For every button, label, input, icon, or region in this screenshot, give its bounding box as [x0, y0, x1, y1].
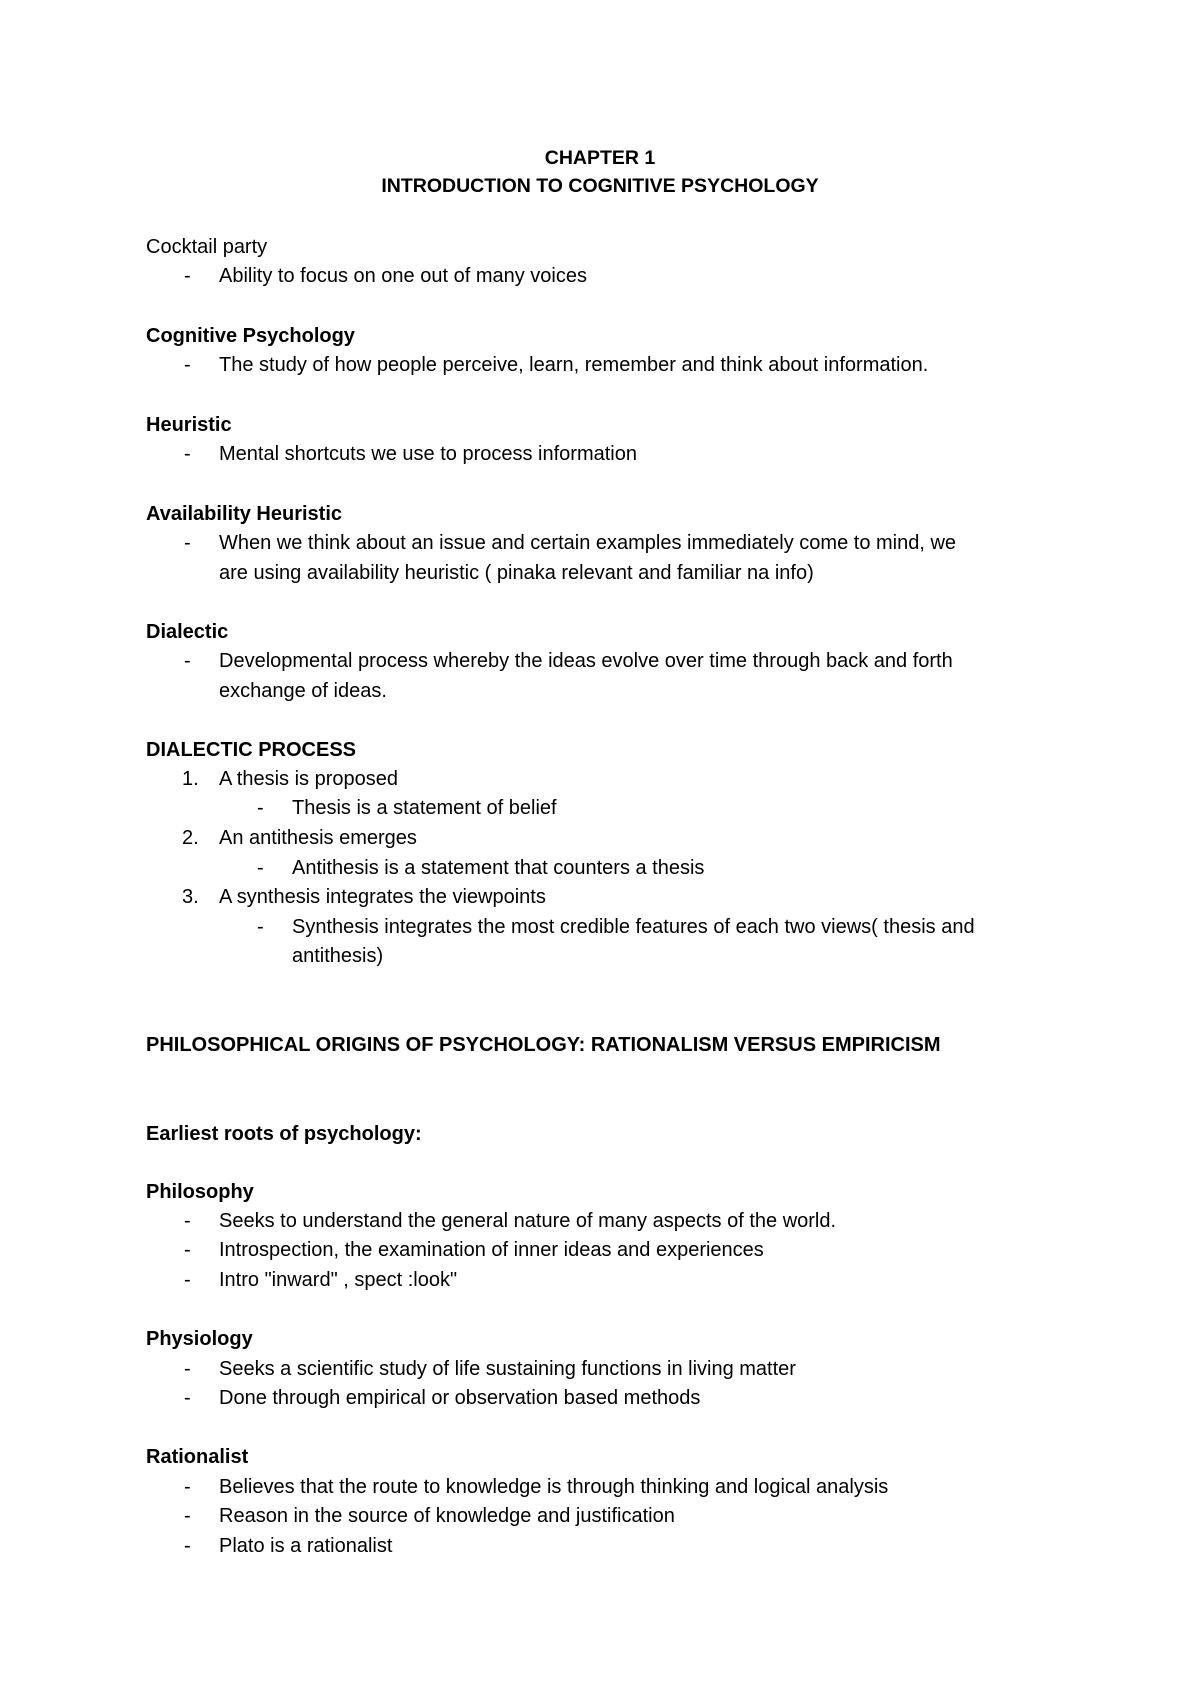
- dialectic-item-line-1: Developmental process whereby the ideas evolve over time through back and forth: [219, 650, 953, 672]
- step-number: 1.: [182, 768, 199, 790]
- cocktail-heading: Cocktail party: [146, 236, 268, 258]
- bullet-dash: -: [184, 265, 191, 287]
- step-number: 3.: [182, 886, 199, 908]
- bullet-dash: -: [184, 1505, 191, 1527]
- step-text: A thesis is proposed: [219, 768, 398, 790]
- philosophy-heading: Philosophy: [146, 1181, 254, 1203]
- dialectic-item-line-2: exchange of ideas.: [219, 680, 387, 702]
- cognitive-item: The study of how people perceive, learn, remember and think about information.: [219, 354, 929, 376]
- philosophy-item: Intro "inward" , spect :look": [219, 1269, 458, 1291]
- step-number: 2.: [182, 827, 199, 849]
- bullet-dash: -: [257, 857, 264, 879]
- bullet-dash: -: [184, 1535, 191, 1557]
- bullet-dash: -: [184, 443, 191, 465]
- philosophy-item: Introspection, the examination of inner ideas and experiences: [219, 1239, 764, 1261]
- bullet-dash: -: [184, 532, 191, 554]
- bullet-dash: -: [184, 1269, 191, 1291]
- step-sub: Antithesis is a statement that counters a thesis: [292, 857, 705, 879]
- heuristic-item: Mental shortcuts we use to process information: [219, 443, 637, 465]
- cocktail-item: Ability to focus on one out of many voices: [219, 265, 587, 287]
- bullet-dash: -: [184, 1239, 191, 1261]
- dialectic-process-heading: DIALECTIC PROCESS: [146, 739, 357, 761]
- earliest-roots-heading: Earliest roots of psychology:: [146, 1123, 422, 1145]
- bullet-dash: -: [184, 1358, 191, 1380]
- physiology-item: Done through empirical or observation based methods: [219, 1387, 701, 1409]
- cognitive-heading: Cognitive Psychology: [146, 325, 355, 347]
- chapter-title: INTRODUCTION TO COGNITIVE PSYCHOLOGY: [381, 175, 819, 197]
- availability-item-line-2: are using availability heuristic ( pinaka relevant and familiar na info): [219, 562, 814, 584]
- step-sub-line-2: antithesis): [292, 945, 384, 967]
- philosophy-item: Seeks to understand the general nature of many aspects of the world.: [219, 1210, 837, 1232]
- step-sub: Synthesis integrates the most credible features of each two views( thesis and: [292, 916, 975, 938]
- bullet-dash: -: [257, 916, 264, 938]
- bullet-dash: -: [184, 1476, 191, 1498]
- rationalist-item: Reason in the source of knowledge and justification: [219, 1505, 675, 1527]
- availability-heading: Availability Heuristic: [146, 503, 342, 525]
- chapter-number: CHAPTER 1: [544, 147, 656, 169]
- bullet-dash: -: [184, 1210, 191, 1232]
- physiology-item: Seeks a scientific study of life sustaining functions in living matter: [219, 1358, 796, 1380]
- step-text: A synthesis integrates the viewpoints: [219, 886, 546, 908]
- bullet-dash: -: [184, 650, 191, 672]
- bullet-dash: -: [184, 354, 191, 376]
- rationalist-item: Plato is a rationalist: [219, 1535, 393, 1557]
- availability-item-line-1: When we think about an issue and certain examples immediately come to mind, we: [219, 532, 957, 554]
- rationalist-item: Believes that the route to knowledge is through thinking and logical analysis: [219, 1476, 889, 1498]
- bullet-dash: -: [184, 1387, 191, 1409]
- heuristic-heading: Heuristic: [146, 414, 232, 436]
- rationalist-heading: Rationalist: [146, 1446, 249, 1468]
- bullet-dash: -: [257, 797, 264, 819]
- dialectic-heading: Dialectic: [146, 621, 229, 643]
- physiology-heading: Physiology: [146, 1328, 253, 1350]
- step-text: An antithesis emerges: [219, 827, 417, 849]
- step-sub: Thesis is a statement of belief: [292, 797, 557, 819]
- philosophical-origins-heading: PHILOSOPHICAL ORIGINS OF PSYCHOLOGY: RATIONALISM VERSUS EMPIRICISM: [146, 1034, 941, 1056]
